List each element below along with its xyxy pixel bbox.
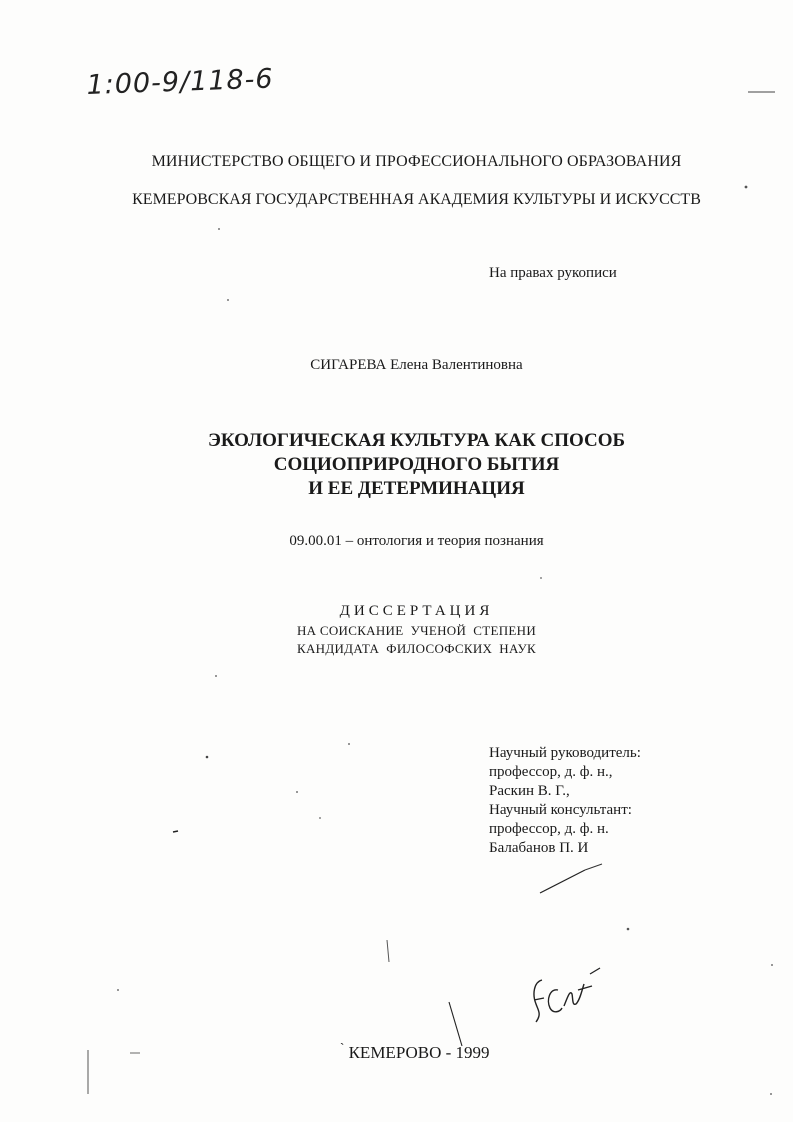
ministry-heading: МИНИСТЕРСТВО ОБЩЕГО И ПРОФЕССИОНАЛЬНОГО ОБРАЗОВАНИЯ xyxy=(151,153,682,170)
degree-line: КАНДИДАТА ФИЛОСОФСКИХ НАУК xyxy=(296,641,537,656)
dissertation-label: ДИССЕРТАЦИЯ xyxy=(339,603,494,619)
handwritten-signature xyxy=(528,960,608,1030)
advisor-line: Научный консультант: xyxy=(489,802,632,818)
academy-heading: КЕМЕРОВСКАЯ ГОСУДАРСТВЕННАЯ АКАДЕМИЯ КУЛЬТУРЫ И ИСКУССТВ xyxy=(132,191,701,208)
advisor-line: профессор, д. ф. н., xyxy=(489,764,613,780)
advisor-line: профессор, д. ф. н. xyxy=(489,821,609,837)
advisors-block xyxy=(489,744,641,858)
dissertation-title xyxy=(20,429,793,501)
specialty-code: 09.00.01 – онтология и теория познания xyxy=(289,533,544,549)
title-line: СОЦИОПРИРОДНОГО БЫТИЯ xyxy=(273,454,560,475)
advisor-line: Раскин В. Г., xyxy=(489,783,570,799)
manuscript-rights-note: На правах рукописи xyxy=(489,265,617,281)
degree-statement xyxy=(20,622,793,658)
degree-line: НА СОИСКАНИЕ УЧЕНОЙ СТЕПЕНИ xyxy=(296,623,537,638)
advisor-line: Научный руководитель: xyxy=(489,745,641,761)
city-year-text: КЕМЕРОВО - 1999 xyxy=(348,1043,490,1062)
handwritten-shelf-mark: 1:00-9/118-6 xyxy=(86,63,275,101)
stray-tick-mark: ` xyxy=(340,1040,345,1055)
title-line: ЭКОЛОГИЧЕСКАЯ КУЛЬТУРА КАК СПОСОБ xyxy=(207,430,626,451)
title-line: И ЕЕ ДЕТЕРМИНАЦИЯ xyxy=(308,478,525,499)
author-name: СИГАРЕВА Елена Валентиновна xyxy=(310,357,523,373)
advisor-line: Балабанов П. И xyxy=(489,840,589,856)
city-year xyxy=(340,1040,490,1063)
